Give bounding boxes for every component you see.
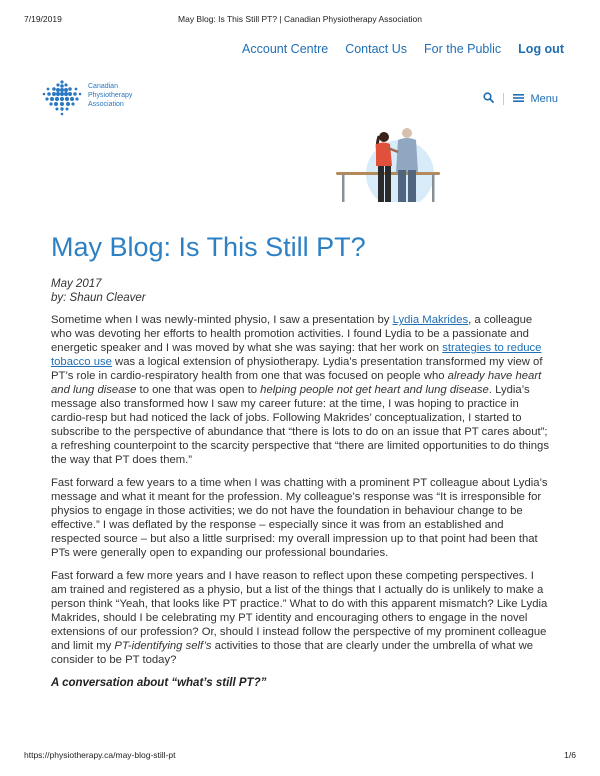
account-centre-link[interactable]: Account Centre: [242, 42, 329, 56]
paragraph-3: [51, 569, 552, 667]
print-date: 7/19/2019: [24, 14, 62, 24]
log-out-link[interactable]: Log out: [518, 42, 564, 56]
emphasis-text: PT-identifying self’s: [114, 640, 212, 652]
text-span: Sometime when I was newly-minted physio, I saw a presentation by: [51, 314, 393, 326]
print-title: May Blog: Is This Still PT? | Canadian Physiotherapy Association: [178, 14, 422, 24]
article: [51, 232, 552, 689]
text-span: , a colleague who was devoting her efforts to health promotion activities. I found Lydia to be a passionate and energetic speaker and I was moved by what she was saying: that her work on: [51, 314, 533, 354]
logo-line-1: Canadian: [88, 83, 118, 90]
text-span: activities to those that are clearly under the umbrella of what we consider to be PT today?: [51, 640, 534, 666]
contact-us-link[interactable]: Contact Us: [345, 42, 408, 56]
emphasis-text: helping people not get heart and lung disease: [260, 384, 489, 396]
hamburger-icon[interactable]: [513, 93, 524, 106]
article-meta: [51, 277, 552, 305]
text-span: . Lydia’s message also transformed how I saw my career future: at the time, I was hoping to practice in cardio-resp but had noticed the lack of jobs. Following Makrides’ conceptualization, I started to subscribe to the perspective of abundance that “there is lots to do on an issue that PT cares about”; a refreshing counterpoint to the scarcity perspective that “there are limited opportunities to do things the way that PT does them.”: [51, 384, 549, 466]
top-nav: [225, 42, 564, 56]
print-page-number: 1/6: [564, 750, 576, 760]
for-the-public-link[interactable]: For the Public: [424, 42, 502, 56]
page-title: May Blog: Is This Still PT?: [51, 232, 366, 262]
text-span: to one that was open to: [136, 384, 261, 396]
emphasis-text: already have heart and lung disease: [51, 370, 542, 396]
tobacco-strategies-link[interactable]: strategies to reduce tobacco use: [51, 342, 542, 368]
site-tools: [483, 92, 558, 106]
maple-leaf-dots-icon: [38, 78, 86, 118]
search-icon[interactable]: [483, 92, 494, 106]
logo-text: [88, 82, 132, 109]
article-date: May 2017: [51, 278, 102, 290]
tools-divider: [503, 93, 504, 105]
text-span: was a logical extension of physiotherapy. Lydia’s presentation transformed my view of PT’s role in cardio-respiratory health from one that was focused on people who: [51, 356, 543, 382]
section-subheading: A conversation about “what’s still PT?”: [51, 677, 267, 689]
print-url: https://physiotherapy.ca/may-blog-still-pt: [24, 750, 176, 760]
cpa-logo[interactable]: [38, 78, 158, 118]
article-byline: by: Shaun Cleaver: [51, 292, 146, 304]
paragraph-2: Fast forward a few years to a time when I was chatting with a prominent PT colleague about Lydia’s message and what it meant for the profession. My colleague’s response was “It is irresponsible for physios to engage in those activities; we do not have the foundation in behaviour change to be effective.” I was deflated by the response – especially since it was from an established and respected source – but also a little surprised: my overall impression up to that point had been that PTs were generally open to expanding our professional boundaries.: [51, 477, 548, 559]
print-header: [24, 14, 576, 26]
lydia-makrides-link[interactable]: Lydia Makrides: [392, 314, 469, 326]
menu-button[interactable]: Menu: [530, 93, 558, 105]
logo-line-3: Association: [88, 101, 124, 108]
text-span: Fast forward a few more years and I have reason to reflect upon these competing perspectives. I am trained and registered as a physio, but a list of the things that I actually do is unlikely to make a person think “Yeah, that looks like PT practice.” What to do with this apparent mismatch? Like Lydia Makrides, should I be celebrating my PT identity and encouraging others to engage in the novel extensions of our profession? Or, should I instead follow the perspective of my prominent colleague and limit my: [51, 570, 548, 652]
print-footer: [24, 750, 576, 762]
logo-line-2: Physiotherapy: [88, 92, 133, 99]
hero-illustration: [330, 122, 450, 202]
paragraph-1: [51, 313, 552, 467]
